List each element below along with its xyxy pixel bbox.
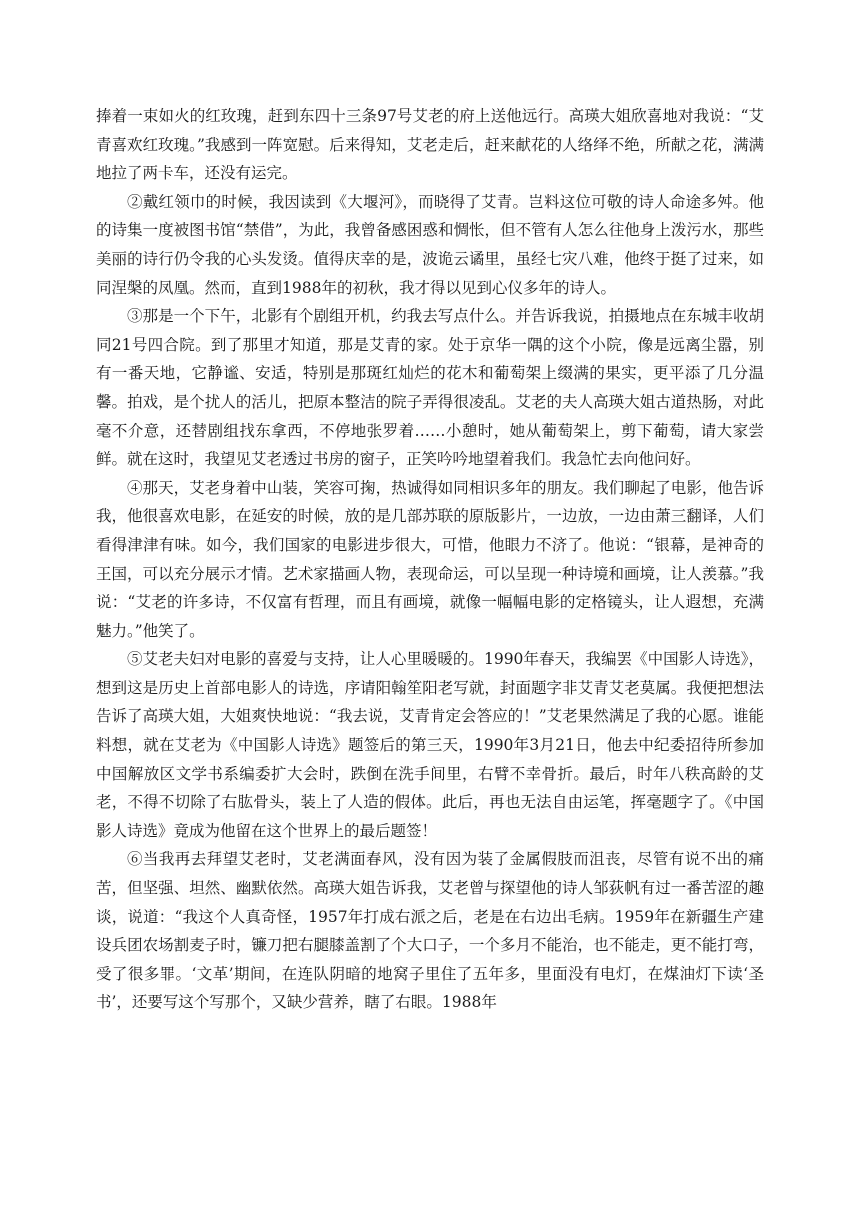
paragraph-5: ⑤艾老夫妇对电影的喜爱与支持，让人心里暖暖的。1990年春天，我编罢《中国影人诗选》，想到这是历史上首部电影人的诗选，序请阳翰笙阳老写就，封面题字非艾青艾老莫属。我便把想法告诉了高瑛大姐，大姐爽快地说：“我去说，艾青肯定会答应的！”艾老果然满足了我的心愿。谁能料想，就在艾老为《中国影人诗选》题签后的第三天，1990年3月21日，他去中纪委招待所参加中国解放区文学书系编委扩大会时，跌倒在洗手间里，右臂不幸骨折。最后，时年八秩高龄的艾老，不得不切除了右肱骨头，装上了人造的假体。此后，再也无法自由运笔，挥毫题字了。《中国影人诗选》竟成为他留在这个世界上的最后题签！ [96,650,764,840]
paragraph-continued: 捧着一束如火的红玫瑰，赶到东四十三条97号艾老的府上送他远行。高瑛大姐欣喜地对我说：“艾青喜欢红玫瑰。”我感到一阵宽慰。后来得知，艾老走后，赶来献花的人络绎不绝，所献之花，满满地拉了两卡车，还没有运完。 [96,107,764,183]
paragraph-4: ④那天，艾老身着中山装，笑容可掬，热诚得如同相识多年的朋友。我们聊起了电影，他告诉我，他很喜欢电影，在延安的时候，放的是几部苏联的原版影片，一边放，一边由萧三翻译，人们看得津津有味。如今，我们国家的电影进步很大，可惜，他眼力不济了。他说：“银幕，是神奇的王国，可以充分展示才情。艺术家描画人物，表现命运，可以呈现一种诗境和画境，让人羡慕。”我说：“艾老的许多诗，不仅富有哲理，而且有画境，就像一幅幅电影的定格镜头，让人遐想，充满魅力。”他笑了。 [96,478,764,640]
paragraph-3: ③那是一个下午，北影有个剧组开机，约我去写点什么。并告诉我说，拍摄地点在东城丰收胡同21号四合院。到了那里才知道，那是艾青的家。处于京华一隅的这个小院，像是远离尘嚣，别有一番天地，它静谧、安适，特别是那斑红灿烂的花木和葡萄架上缀满的果实，更平添了几分温馨。拍戏，是个扰人的活儿，把原本整洁的院子弄得很凌乱。艾老的夫人高瑛大姐古道热肠，对此毫不介意，还替剧组找东拿西，不停地张罗着……小憩时，她从葡萄架上，剪下葡萄，请大家尝鲜。就在这时，我望见艾老透过书房的窗子，正笑吟吟地望着我们。我急忙去向他问好。 [96,307,764,469]
paragraph-2: ②戴红领巾的时候，我因读到《大堰河》，而晓得了艾青。岂料这位可敬的诗人命途多舛。他的诗集一度被图书馆“禁借”，为此，我曾备感困惑和惆怅，但不管有人怎么往他身上泼污水，那些美丽的诗行仍令我的心头发烫。值得庆幸的是，波诡云谲里，虽经七灾八难，他终于挺了过来，如同涅槃的凤凰。然而，直到1988年的初秋，我才得以见到心仪多年的诗人。 [96,192,764,297]
paragraph-6: ⑥当我再去拜望艾老时，艾老满面春风，没有因为装了金属假肢而沮丧，尽管有说不出的痛苦，但坚强、坦然、幽默依然。高瑛大姐告诉我，艾老曾与探望他的诗人邹荻帆有过一番苦涩的趣谈，说道：“我这个人真奇怪，1957年打成右派之后，老是在右边出毛病。1959年在新疆生产建设兵团农场割麦子时，镰刀把右腿膝盖割了个大口子，一个多月不能治，也不能走，更不能打弯，受了很多罪。‘文革’期间，在连队阴暗的地窝子里住了五年多，里面没有电灯，在煤油灯下读‘圣书’，还要写这个写那个，又缺少营养，瞎了右眼。1988年 [96,850,764,1012]
article-body [96,102,764,1017]
